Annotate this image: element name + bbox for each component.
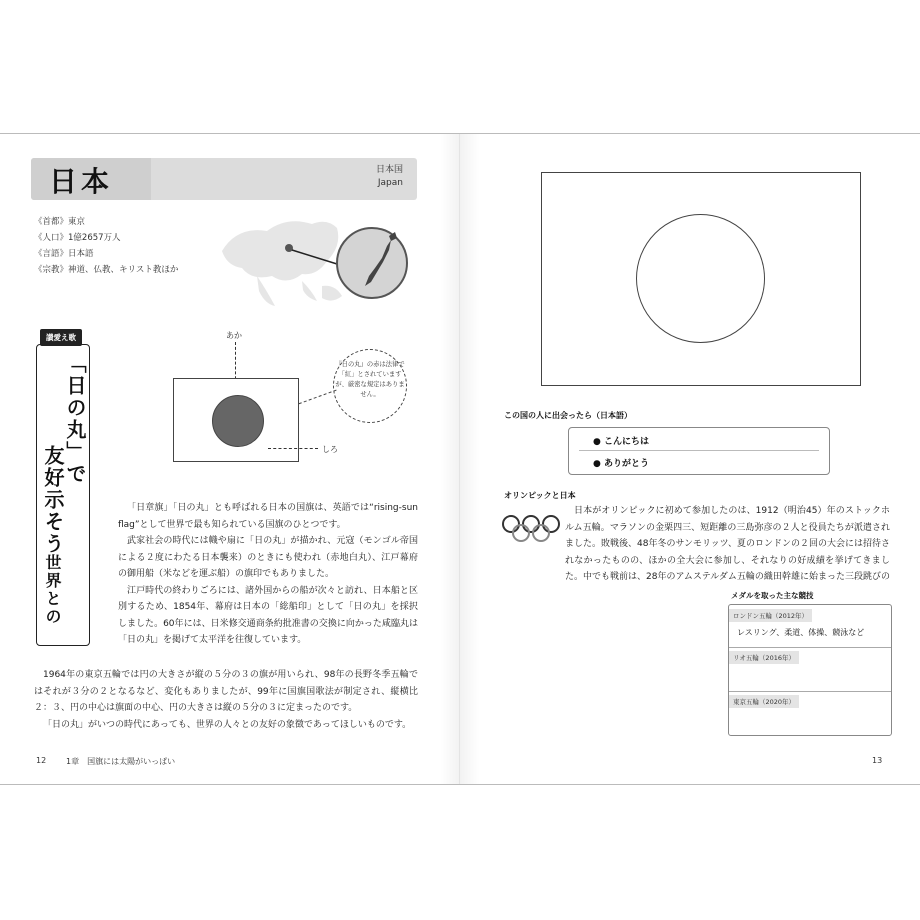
- medal-games-tokyo: 東京五輪（2020年）: [729, 695, 799, 708]
- olympic-rings-icon: [501, 512, 561, 546]
- medal-row-tokyo: [729, 695, 891, 708]
- left-body-text-upper: [118, 500, 418, 649]
- flag-label-red: あか: [226, 331, 242, 340]
- book-spread: [0, 133, 920, 785]
- flag-sun-disc-small: [212, 395, 264, 447]
- english-name: Japan: [377, 178, 403, 188]
- white-pointer-line: [268, 448, 318, 449]
- medal-games-rio: リオ五輪（2016年）: [729, 651, 799, 664]
- fact-language: 《言語》日本語: [34, 249, 94, 259]
- headline-column-2: 友好示そう: [41, 445, 65, 555]
- section-badge: 讃愛え歌: [40, 329, 82, 346]
- paragraph-3: 江戸時代の終わりごろには、諸外国からの船が次々と訪れ、日本船と区別するため、1854年、幕府は日本の「総船印」として「日の丸」を採択しました。60年には、日米修交通商条約批准書の交換に向かった咸臨丸は「日の丸」を掲げて太平洋を往復しています。: [118, 585, 418, 645]
- fact-capital: 《首都》東京: [34, 217, 86, 227]
- paragraph-5: 「日の丸」がいつの時代にあっても、世界の人々との友好の象徴であってほしいものです。: [43, 719, 412, 730]
- medal-row-london: [729, 609, 891, 637]
- spine: [459, 134, 460, 784]
- official-name: 日本国: [375, 165, 403, 175]
- left-body-text-lower: [34, 667, 418, 733]
- paragraph-1: 「日章旗」「日の丸」とも呼ばれる日本の国旗は、英語では“rising-sun flag”として世界で最も知られている国旗のひとつです。: [118, 503, 418, 530]
- chapter-running-head: 1章 国旗には太陽がいっぱい: [66, 757, 176, 766]
- headline-column-1: 「日の丸」で: [63, 353, 87, 485]
- medal-panel: [728, 604, 892, 736]
- gutter-shadow: [440, 134, 480, 784]
- greeting-divider: [579, 450, 819, 451]
- right-page-number: 13: [872, 756, 883, 765]
- paragraph-2: 武家社会の時代には幟や扇に「日の丸」が描かれ、元寇（モンゴル帝国による２度にわたる日本襲来）のときにも使われ（赤地白丸）、江戸幕府の御用船（米などを運ぶ船）の旗印でもありました。: [118, 536, 418, 579]
- medal-divider-1: [729, 647, 891, 648]
- flag-diagram-small: [173, 378, 299, 462]
- paragraph-4: 1964年の東京五輪では円の大きさが縦の５分の３の旗が用いられ、98年の長野冬季五輪ではそれが３分の２となるなど、変化もありましたが、99年に国旗国歌法が制定され、縦横比２：３、円の中心は旗面の中心、円の大きさは縦の５分の３に定まったのです。: [34, 670, 418, 713]
- country-facts: [34, 214, 178, 278]
- medal-games-london: ロンドン五輪（2012年）: [729, 609, 812, 622]
- greeting-hello: ● こんにちは: [593, 437, 649, 447]
- world-map-illustration: [217, 206, 417, 316]
- country-title-bar: [31, 158, 417, 200]
- fact-religion: 《宗教》神道、仏教、キリスト教ほか: [34, 265, 179, 275]
- country-title: 日本: [49, 165, 114, 198]
- left-page-number: 12: [36, 756, 47, 765]
- country-subtitle: [376, 164, 403, 190]
- olympic-text-lower: [504, 570, 720, 740]
- medal-heading: メダルを取った主な競技: [731, 591, 814, 600]
- olympic-heading: オリンピックと日本: [504, 491, 576, 500]
- note-bubble: 『日の丸』の赤は法律で「紅」とされていますが、厳密な規定はありません。: [333, 349, 407, 423]
- greeting-box: [568, 427, 830, 475]
- greeting-thanks: ● ありがとう: [593, 459, 649, 469]
- olympic-paragraph: 日本がオリンピックに初めて参加したのは、1912（明治45）年のストックホルム五輪。マラソンの金栗四三、短距離の三島弥彦の２人と役員たちが派遣されました。敗戦後、48年冬のサンモリッツ、夏のロンドンの２回の大会には招待されなかったものの、ほかの全大会に参加し、それなりの好成績を挙げてきました。中でも戦前は、28年のアムステルダム五輪の織田幹雄に始まった三段跳びの: [565, 506, 890, 582]
- medal-events-london: レスリング、柔道、体操、競泳など: [737, 628, 865, 637]
- flag-large: [541, 172, 861, 386]
- headline-column-3: 世界との: [43, 554, 62, 626]
- greeting-heading: この国の人に出会ったら（日本語）: [504, 411, 632, 420]
- flag-sun-disc-large: [636, 214, 765, 343]
- medal-divider-2: [729, 691, 891, 692]
- fact-population: 《人口》1億2657万人: [34, 233, 121, 243]
- flag-label-white: しろ: [322, 445, 338, 454]
- medal-row-rio: [729, 651, 891, 664]
